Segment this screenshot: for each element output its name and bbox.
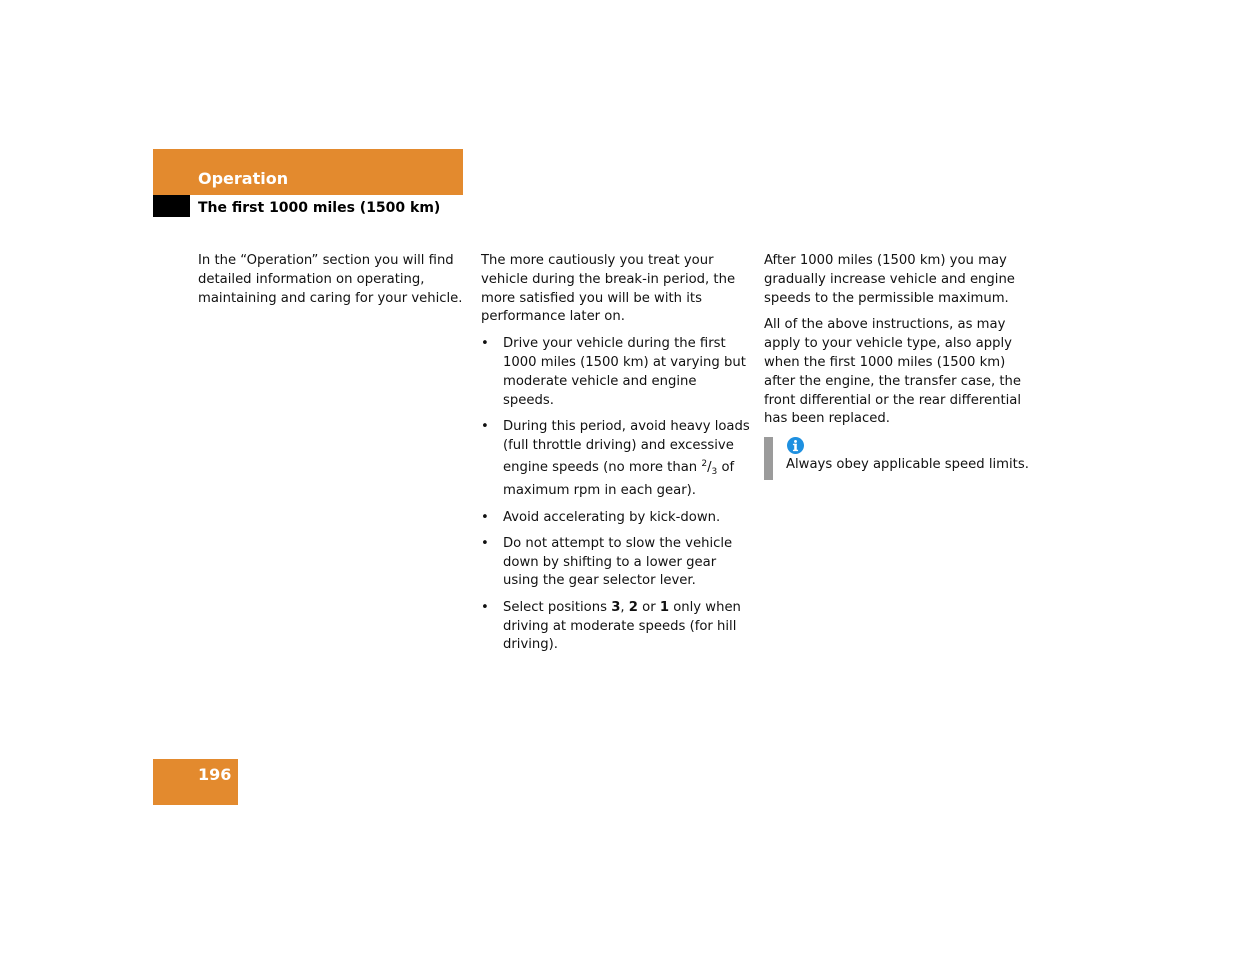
info-icon [787,437,804,454]
bullet-icon: • [481,418,489,434]
list-item-text: Avoid accelerating by kick-down. [503,509,721,525]
note-text: Always obey applicable speed limits. [786,457,1029,473]
break-in-list [481,335,751,655]
bullet-icon: • [481,535,489,551]
bullet-icon: • [481,509,489,525]
break-in-intro: The more cautiously you treat your vehicle during the break-in period, the more satisfied you will be with its performance later on. [481,253,736,325]
list-item [481,509,751,528]
gear-position-2: 2 [628,599,638,615]
note-bar [764,437,773,480]
list-item-text: Drive your vehicle during the first 1000 miles (1500 km) at varying but moderate vehicle and engine speeds. [503,336,746,408]
intro-paragraph: In the “Operation” section you will find detailed information on operating, maintaining and caring for your vehicle. [198,253,463,306]
list-item-text: Do not attempt to slow the vehicle down by shifting to a lower gear using the gear selector lever. [503,535,733,589]
list-item-text: Select positions [503,599,612,615]
fraction-numerator: 2 [701,459,708,470]
section-title: Operation [198,169,289,188]
replacement-paragraph: All of the above instructions, as may apply to your vehicle type, also apply when the first 1000 miles (1500 km) after the engine, the transfer case, the front differential or the rear differential has been replaced. [764,317,1022,427]
subsection-title: The first 1000 miles (1500 km) [198,200,441,216]
list-item [481,599,751,655]
page-number-box [153,759,238,805]
column-2 [481,252,751,663]
gear-position-1: 1 [659,599,670,615]
separator: , [620,599,629,615]
after-break-in-paragraph: After 1000 miles (1500 km) you may gradually increase vehicle and engine speeds to the permissible maximum. [764,253,1015,306]
list-item: • During this period, avoid heavy loads (full throttle driving) and excessive engine speeds (no more than $^2/_3$ of maximum rpm in each gear). [481,418,750,499]
separator: or [637,599,660,615]
bullet-icon: • [481,599,489,615]
subsection-marker [153,195,190,217]
list-item [481,335,751,410]
page-number: 196 [198,765,232,784]
list-item [481,535,751,591]
section-header-bar [153,149,463,195]
info-note [764,437,1039,480]
list-item-text: only when driving at moderate speeds (for hill driving). [503,599,741,653]
gear-position-3: 3 [611,599,621,615]
bullet-icon: • [481,336,489,352]
list-item-text: of maximum rpm in each gear). [503,460,735,499]
column-1 [198,252,463,316]
list-item-text: During this period, avoid heavy loads (full throttle driving) and excessive engine speeds (no more than [503,418,750,476]
column-3 [764,252,1039,480]
fraction-denominator: 3 [711,467,718,478]
